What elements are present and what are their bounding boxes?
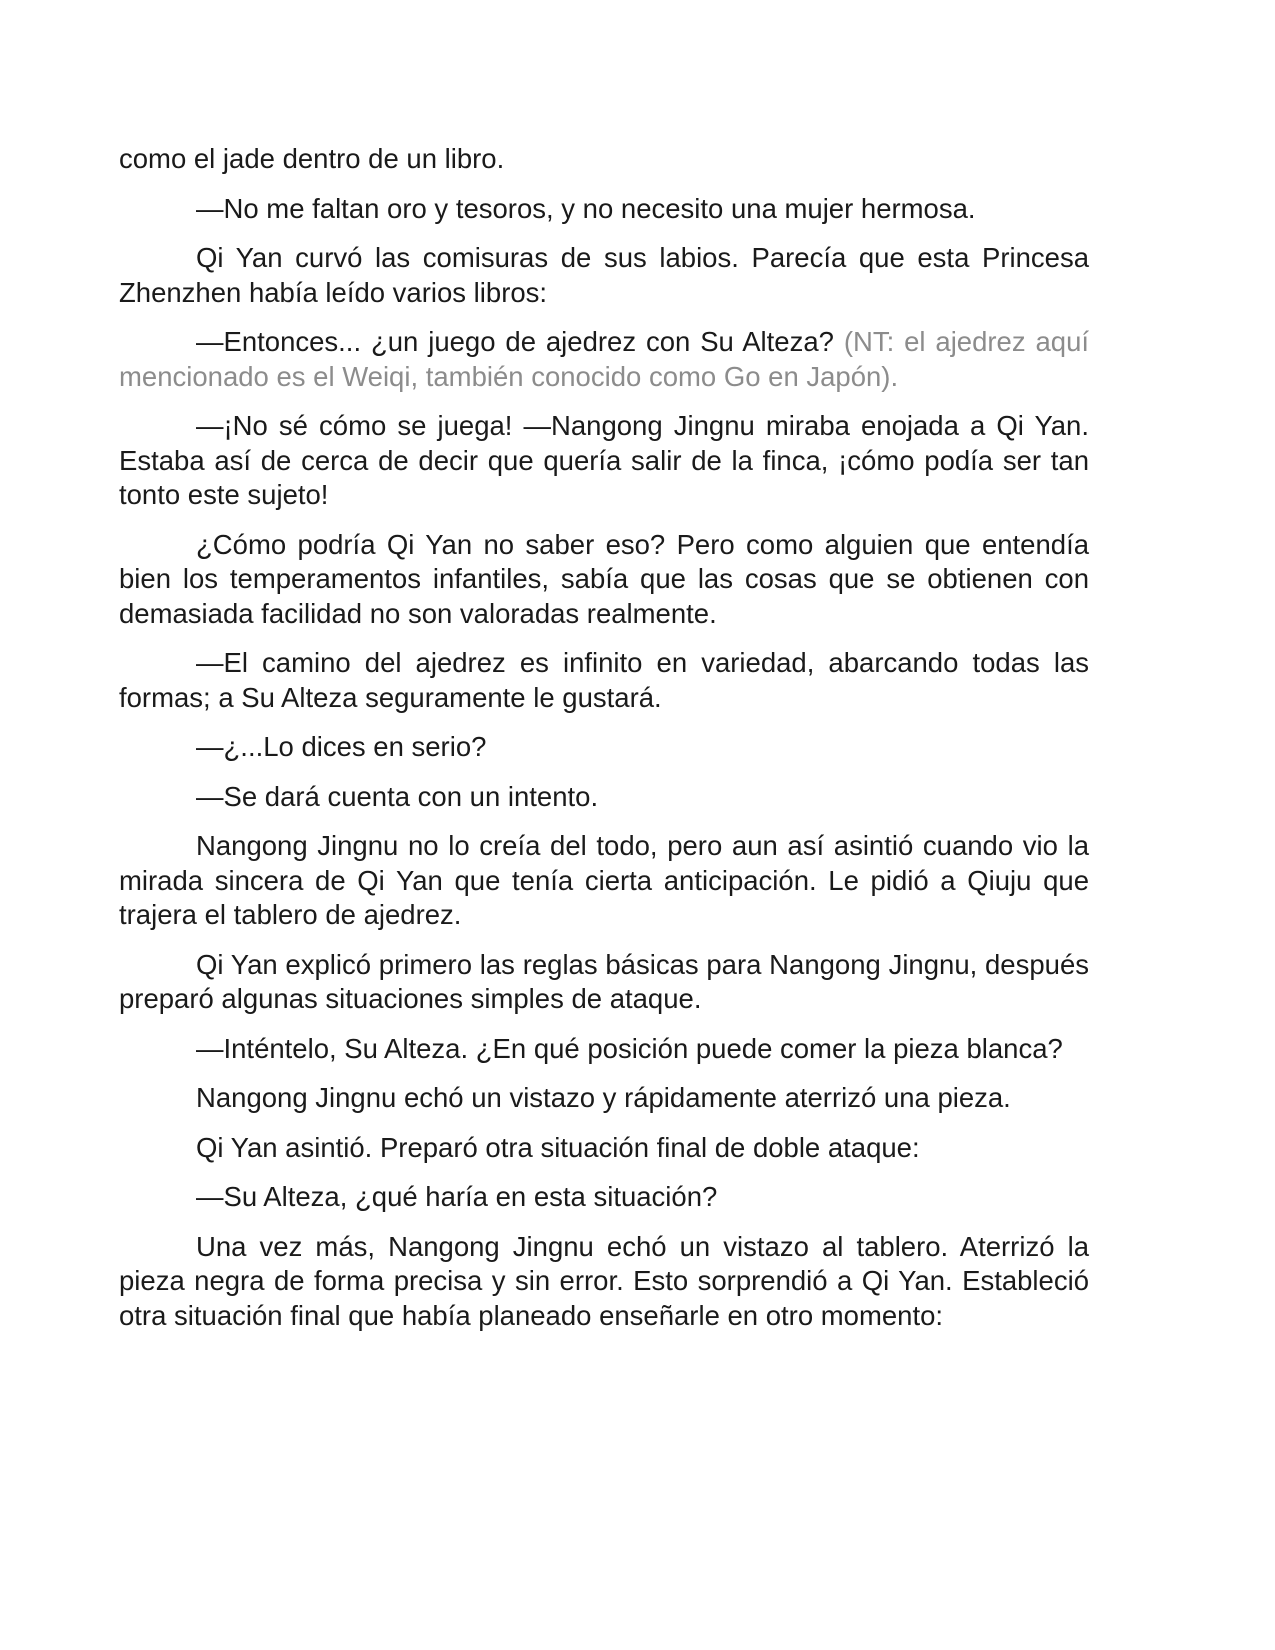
paragraph-10: [119, 829, 1089, 933]
document-body: [119, 142, 1089, 1348]
paragraph-7: [119, 646, 1089, 715]
paragraph-text: —¡No sé cómo se juega! —Nangong Jingnu miraba enojada a Qi Yan. Estaba así de cerca de decir que quería salir de la finca, ¡cómo podía ser tan tonto este sujeto!: [119, 410, 1089, 510]
paragraph-text: Nangong Jingnu echó un vistazo y rápidamente aterrizó una pieza.: [196, 1082, 1011, 1113]
paragraph-8: [119, 730, 1089, 765]
paragraph-text: Qi Yan asintió. Preparó otra situación final de doble ataque:: [196, 1131, 920, 1163]
paragraph-2: [119, 192, 1089, 227]
paragraph-16: [119, 1230, 1089, 1334]
paragraph-text: —No me faltan oro y tesoros, y no necesito una mujer hermosa.: [196, 192, 976, 224]
paragraph-text: Qi Yan curvó las comisuras de sus labios. Parecía que esta Princesa Zhenzhen había leído varios libros:: [119, 242, 1089, 308]
paragraph-text: —Entonces... ¿un juego de ajedrez con Su Alteza?: [196, 326, 844, 357]
paragraph-text: Una vez más, Nangong Jingnu echó un vistazo al tablero. Aterrizó la pieza negra de forma precisa y sin error. Esto sorprendió a Qi Yan. Estableció otra situación final que había planeado enseñarle en otro momento:: [119, 1230, 1089, 1331]
paragraph-14: [119, 1131, 1089, 1166]
paragraph-text: —Se dará cuenta con un intento.: [196, 780, 599, 812]
paragraph-12: [119, 1032, 1089, 1067]
translator-note: (NT: el ajedrez aquí mencionado es el Weiqi, también conocido como Go en Japón).: [119, 326, 1089, 392]
paragraph-4: [119, 325, 1089, 394]
paragraph-3: [119, 241, 1089, 310]
paragraph-6: [119, 528, 1089, 632]
paragraph-11: [119, 948, 1089, 1017]
paragraph-text: como el jade dentro de un libro.: [119, 143, 505, 174]
paragraph-15: [119, 1180, 1089, 1215]
paragraph-5: [119, 409, 1089, 513]
paragraph-text: —¿...Lo dices en serio?: [196, 731, 487, 762]
paragraph-text: —Su Alteza, ¿qué haría en esta situación?: [196, 1181, 718, 1212]
paragraph-text: ¿Cómo podría Qi Yan no saber eso? Pero como alguien que entendía bien los temperamentos infantiles, sabía que las cosas que se obtienen con demasiada facilidad no son valoradas realmente.: [119, 528, 1089, 629]
paragraph-text: —Inténtelo, Su Alteza. ¿En qué posición puede comer la pieza blanca?: [196, 1032, 1063, 1064]
paragraph-1: [119, 142, 1089, 177]
paragraph-text: Nangong Jingnu no lo creía del todo, pero aun así asintió cuando vio la mirada sincera de Qi Yan que tenía cierta anticipación. Le pidió a Qiuju que trajera el tablero de ajedrez.: [119, 830, 1089, 930]
paragraph-text: —El camino del ajedrez es infinito en variedad, abarcando todas las formas; a Su Alteza seguramente le gustará.: [119, 647, 1089, 713]
paragraph-text: Qi Yan explicó primero las reglas básicas para Nangong Jingnu, después preparó algunas situaciones simples de ataque.: [119, 948, 1089, 1014]
paragraph-9: [119, 780, 1089, 815]
paragraph-13: [119, 1081, 1089, 1116]
